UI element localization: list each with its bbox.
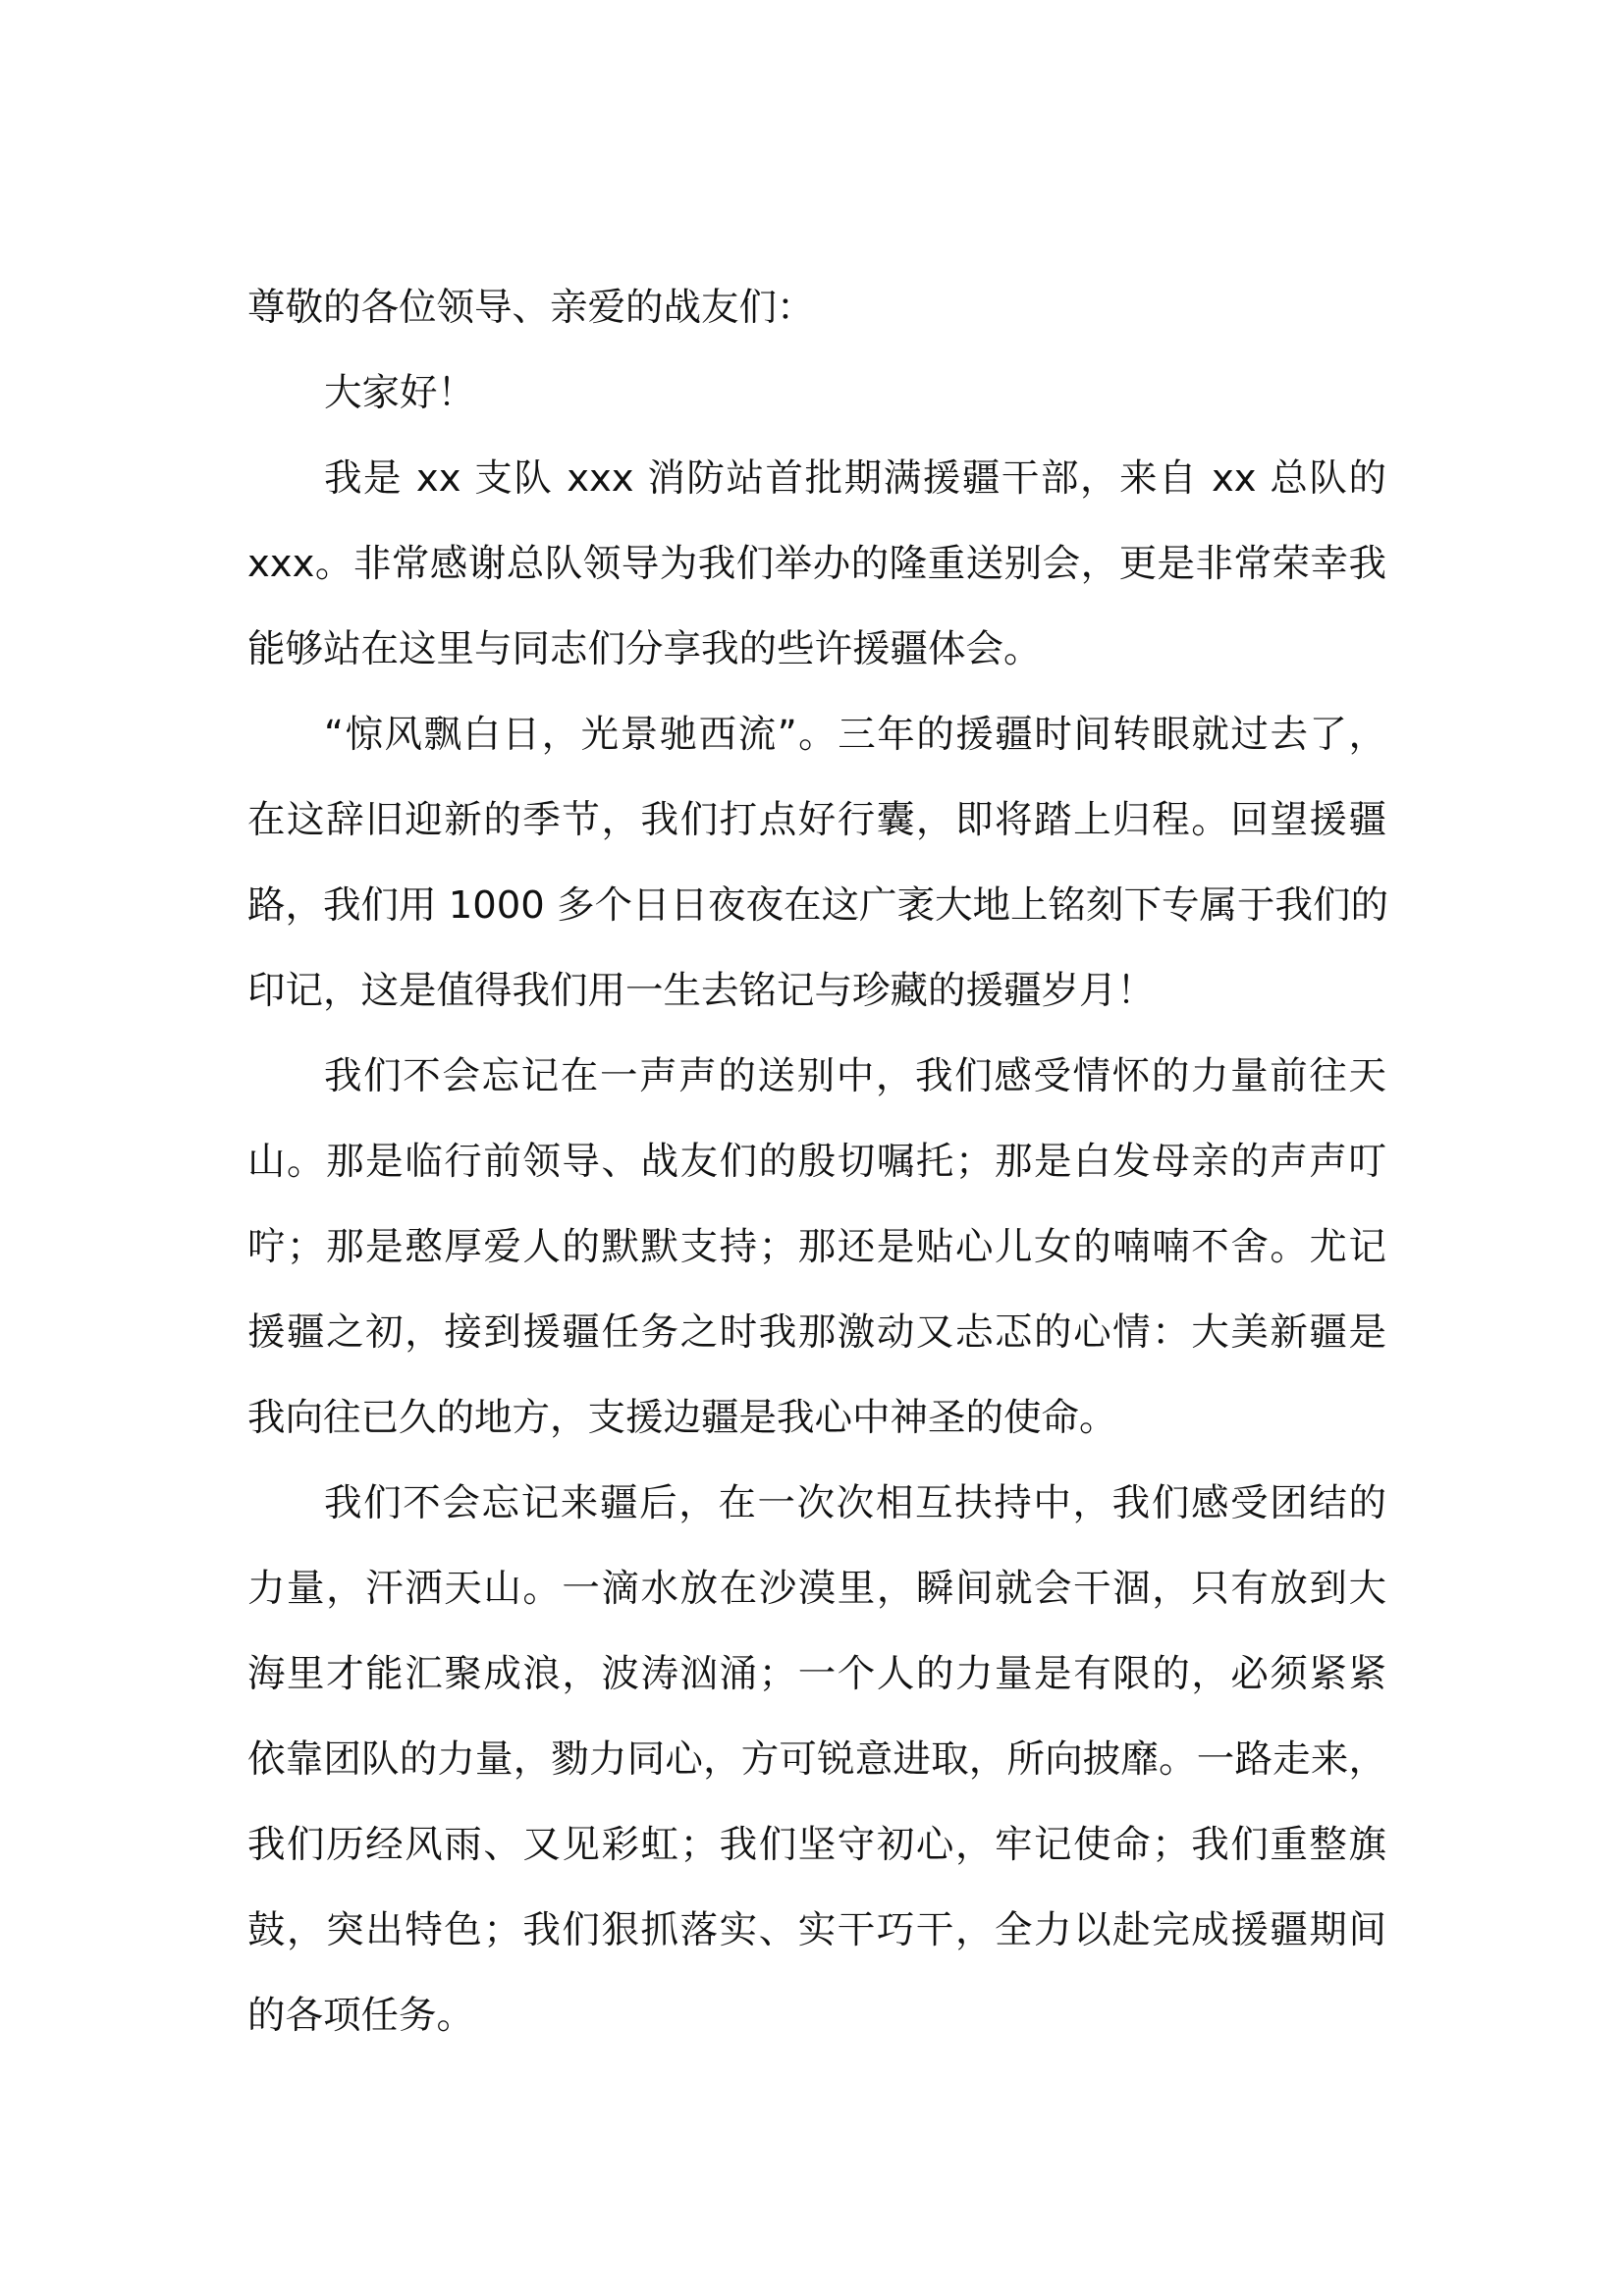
text-line: 山。那是临行前领导、战友们的殷切嘱托；那是白发母亲的声声叮 bbox=[247, 1140, 1386, 1184]
text-line: 我们不会忘记在一声声的送别中，我们感受情怀的力量前往天 bbox=[324, 1054, 1386, 1098]
text-line: 依靠团队的力量，勠力同心，方可锐意进取，所向披靡。一路走来， bbox=[247, 1737, 1386, 1782]
text-line: 咛；那是憨厚爱人的默默支持；那还是贴心儿女的喃喃不舍。尤记 bbox=[247, 1225, 1386, 1269]
text-line: 能够站在这里与同志们分享我的些许援疆体会。 bbox=[247, 627, 1042, 671]
text-line: 在这辞旧迎新的季节，我们打点好行囊，即将踏上归程。回望援疆 bbox=[247, 798, 1386, 842]
paragraph-teamwork bbox=[247, 1461, 1386, 2058]
text-line: 我们不会忘记来疆后，在一次次相互扶持中，我们感受团结的 bbox=[324, 1481, 1386, 1525]
text-line: 我向往已久的地方，支援边疆是我心中神圣的使命。 bbox=[247, 1396, 1117, 1440]
text-line: 海里才能汇聚成浪，波涛汹涌；一个人的力量是有限的，必须紧紧 bbox=[247, 1652, 1386, 1696]
text-line: 印记，这是值得我们用一生去铭记与珍藏的援疆岁月！ bbox=[247, 969, 1156, 1013]
paragraph-farewell-memories bbox=[247, 1034, 1386, 1461]
text-line: 我是 xx 支队 xxx 消防站首批期满援疆干部，来自 xx 总队的 bbox=[324, 456, 1386, 501]
text-line: 鼓，突出特色；我们狠抓落实、实干巧干，全力以赴完成援疆期间 bbox=[247, 1908, 1386, 1952]
text-line: 路，我们用 1000 多个日日夜夜在这广袤大地上铭刻下专属于我们的 bbox=[247, 883, 1388, 928]
paragraph-reflection bbox=[247, 692, 1386, 1034]
paragraph-greeting bbox=[247, 350, 1386, 436]
paragraph-introduction bbox=[247, 436, 1386, 692]
text-line: xxx。非常感谢总队领导为我们举办的隆重送别会，更是非常荣幸我 bbox=[247, 542, 1386, 586]
document-body bbox=[247, 265, 1386, 2058]
salutation: 尊敬的各位领导、亲爱的战友们： bbox=[247, 286, 815, 330]
salutation-paragraph bbox=[247, 265, 1386, 350]
text-line: 大家好！ bbox=[324, 371, 476, 415]
text-line: 的各项任务。 bbox=[247, 1994, 475, 2038]
text-line: “惊风飘白日，光景驰西流”。三年的援疆时间转眼就过去了， bbox=[324, 713, 1386, 757]
text-line: 援疆之初，接到援疆任务之时我那激动又忐忑的心情：大美新疆是 bbox=[247, 1310, 1386, 1355]
text-line: 力量，汗洒天山。一滴水放在沙漠里，瞬间就会干涸，只有放到大 bbox=[247, 1567, 1386, 1611]
text-line: 我们历经风雨、又见彩虹；我们坚守初心，牢记使命；我们重整旗 bbox=[247, 1823, 1386, 1867]
